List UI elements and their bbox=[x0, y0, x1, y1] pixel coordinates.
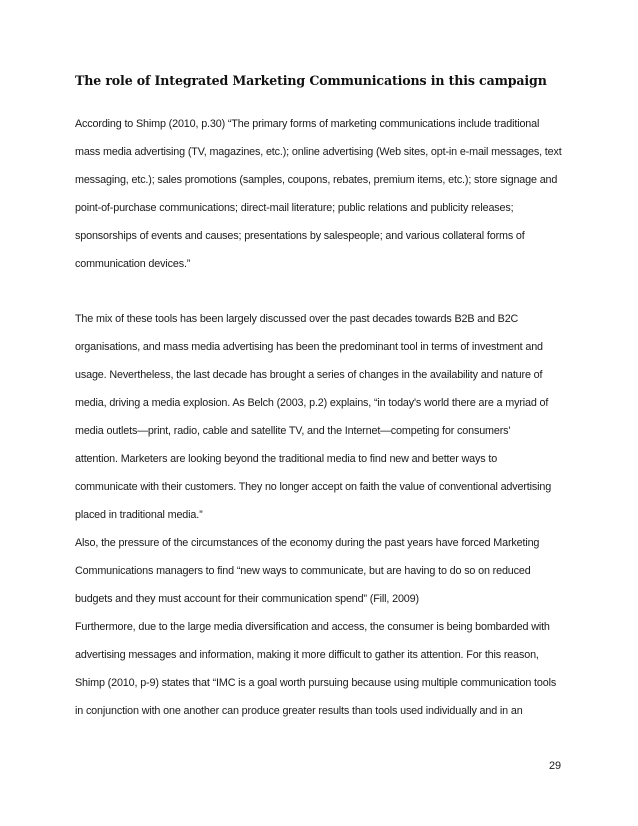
text-line: mass media advertising (TV, magazines, etc.); online advertising (Web sites, opt-in e-mail messages, text bbox=[75, 146, 562, 158]
text-line: media outlets—print, radio, cable and satellite TV, and the Internet—competing for consumers' bbox=[75, 425, 511, 437]
text-line: communication devices.” bbox=[75, 258, 191, 270]
text-line: communicate with their customers. They no longer accept on faith the value of conventional advertising bbox=[75, 481, 552, 493]
text-line: point-of-purchase communications; direct-mail literature; public relations and publicity releases; bbox=[75, 202, 514, 214]
text-line: in conjunction with one another can produce greater results than tools used individually and in an bbox=[75, 705, 523, 717]
text-line: usage. Nevertheless, the last decade has brought a series of changes in the availability and nature of bbox=[75, 369, 543, 381]
page-number: 29 bbox=[549, 760, 562, 772]
text-line: sponsorships of events and causes; presentations by salespeople; and various collateral forms of bbox=[75, 230, 525, 242]
text-line: Shimp (2010, p-9) states that “IMC is a goal worth pursuing because using multiple communication tools bbox=[75, 677, 557, 689]
text-line: budgets and they must account for their communication spend” (Fill, 2009) bbox=[75, 593, 419, 605]
text-line: media, driving a media explosion. As Belch (2003, p.2) explains, “in today's world there are a myriad of bbox=[75, 397, 549, 409]
text-line: organisations, and mass media advertising has been the predominant tool in terms of investment and bbox=[75, 341, 543, 353]
text-line: messaging, etc.); sales promotions (samples, coupons, rebates, premium items, etc.); store signage and bbox=[75, 174, 558, 186]
text-line: advertising messages and information, making it more difficult to gather its attention. For this reason, bbox=[75, 649, 539, 661]
text-line: Furthermore, due to the large media diversification and access, the consumer is being bombarded with bbox=[75, 621, 550, 633]
text-line: According to Shimp (2010, p.30) “The primary forms of marketing communications include traditional bbox=[75, 118, 540, 130]
text-line: attention. Marketers are looking beyond the traditional media to find new and better ways to bbox=[75, 453, 498, 465]
text-line: Communications managers to find “new ways to communicate, but are having to do so on reduced bbox=[75, 565, 531, 577]
text-line: The mix of these tools has been largely discussed over the past decades towards B2B and B2C bbox=[75, 313, 519, 325]
text-line: Also, the pressure of the circumstances of the economy during the past years have forced Marketing bbox=[75, 537, 540, 549]
text-line: placed in traditional media.” bbox=[75, 509, 203, 521]
section-heading: The role of Integrated Marketing Communications in this campaign bbox=[75, 73, 547, 88]
